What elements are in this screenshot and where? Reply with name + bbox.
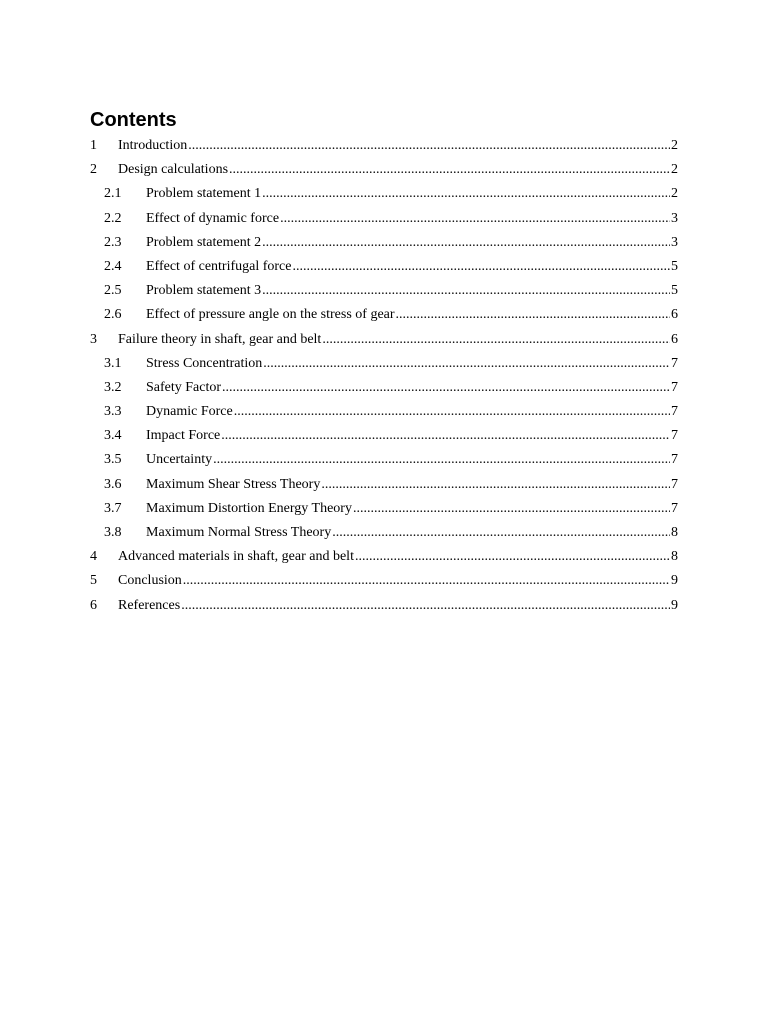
toc-entry-number: 2.4 xyxy=(104,258,122,274)
toc-entry-title[interactable]: Safety Factor xyxy=(146,379,222,395)
toc-entry-title[interactable]: Problem statement 1 xyxy=(146,186,262,202)
toc-entry-page-number: 6 xyxy=(671,307,678,323)
toc-entry[interactable] xyxy=(90,545,678,569)
toc-entry-number: 3.3 xyxy=(104,404,122,420)
toc-dot-leader xyxy=(222,376,670,400)
toc-entry[interactable] xyxy=(90,569,678,593)
toc-entry[interactable] xyxy=(90,448,678,472)
toc-dot-leader xyxy=(263,352,670,376)
toc-entry-title[interactable]: Design calculations xyxy=(118,162,229,178)
toc-entry-page-number: 8 xyxy=(671,549,678,565)
toc-dot-leader xyxy=(221,424,670,448)
toc-entry[interactable] xyxy=(90,279,678,303)
toc-entry[interactable] xyxy=(90,376,678,400)
toc-dot-leader xyxy=(181,594,670,618)
toc-entry-number: 5 xyxy=(90,573,97,589)
toc-dot-leader xyxy=(322,328,670,352)
toc-entry[interactable] xyxy=(90,231,678,255)
toc-entry-number: 3.7 xyxy=(104,500,122,516)
toc-entry-page-number: 7 xyxy=(671,355,678,371)
toc-entry-number: 3 xyxy=(90,331,97,347)
toc-dot-leader xyxy=(213,448,670,472)
toc-dot-leader xyxy=(188,134,670,158)
toc-entry-title[interactable]: Maximum Normal Stress Theory xyxy=(146,525,332,540)
toc-entry-title[interactable]: Effect of centrifugal force xyxy=(146,258,292,274)
toc-dot-leader xyxy=(229,158,670,182)
toc-entry[interactable] xyxy=(90,473,678,497)
toc-entry-title[interactable]: Problem statement 2 xyxy=(146,234,262,250)
toc-entry-number: 3.5 xyxy=(104,452,122,468)
toc-entry-number: 6 xyxy=(90,597,97,613)
toc-entry-page-number: 2 xyxy=(671,186,678,202)
toc-entry-number: 3.6 xyxy=(104,476,122,492)
toc-dot-leader xyxy=(332,521,670,545)
toc-dot-leader xyxy=(321,473,670,497)
toc-entry-title[interactable]: Advanced materials in shaft, gear and belt xyxy=(118,549,354,565)
toc-entry-title[interactable]: Maximum Shear Stress Theory xyxy=(146,476,321,492)
toc-entry-page-number: 3 xyxy=(671,210,678,226)
toc-entry[interactable] xyxy=(90,182,678,206)
toc-entry[interactable] xyxy=(90,207,678,231)
toc-dot-leader xyxy=(234,400,670,424)
toc-entry-page-number: 7 xyxy=(671,404,678,420)
toc-entry-page-number: 3 xyxy=(671,234,678,250)
toc-entry-number: 2.5 xyxy=(104,283,122,299)
toc-entry[interactable] xyxy=(90,497,678,521)
toc-entry-number: 2.6 xyxy=(104,307,122,323)
toc-entry[interactable] xyxy=(90,303,678,327)
toc-entry-title[interactable]: Stress Concentration xyxy=(146,355,263,371)
toc-entry-page-number: 9 xyxy=(671,573,678,589)
toc-entry-page-number: 7 xyxy=(671,428,678,444)
toc-entry-title[interactable]: Problem statement 3 xyxy=(146,283,262,299)
toc-entry-title[interactable]: Impact Force xyxy=(146,428,221,444)
toc-dot-leader xyxy=(183,569,670,593)
toc-entry-number: 3.2 xyxy=(104,379,122,395)
toc-entry[interactable] xyxy=(90,158,678,182)
toc-entry-title[interactable]: Maximum Distortion Energy Theory xyxy=(146,500,352,516)
toc-entry-title[interactable]: Dynamic Force xyxy=(146,404,233,420)
toc-entry-number: 2.1 xyxy=(104,186,122,202)
toc-dot-leader xyxy=(293,255,671,279)
toc-dot-leader xyxy=(353,497,670,521)
toc-entry-number: 3.4 xyxy=(104,428,122,444)
toc-entry-title[interactable]: Effect of dynamic force xyxy=(146,210,280,226)
toc-entry-number: 4 xyxy=(90,549,97,565)
toc-entry-title[interactable]: Effect of pressure angle on the stress of gear xyxy=(146,307,395,323)
document-page xyxy=(90,106,678,618)
toc-dot-leader xyxy=(355,545,670,569)
toc-dot-leader xyxy=(262,182,670,206)
toc-entry-title[interactable]: Introduction xyxy=(118,138,188,153)
toc-entry-number: 2.3 xyxy=(104,234,122,250)
toc-entry-page-number: 7 xyxy=(671,476,678,492)
toc-entry-title[interactable]: Failure theory in shaft, gear and belt xyxy=(118,331,322,347)
toc-entry[interactable] xyxy=(90,134,678,158)
toc-entry-number: 3.1 xyxy=(104,355,122,371)
toc-entry-title[interactable]: References xyxy=(118,597,181,613)
toc-dot-leader xyxy=(262,231,670,255)
toc-entry-page-number: 9 xyxy=(671,597,678,613)
toc-entry[interactable] xyxy=(90,352,678,376)
toc-entry[interactable] xyxy=(90,521,678,545)
toc-entry[interactable] xyxy=(90,328,678,352)
toc-entry-number: 3.8 xyxy=(104,525,122,540)
toc-entry-page-number: 7 xyxy=(671,500,678,516)
toc-entry-page-number: 2 xyxy=(671,138,678,153)
toc-entry-title[interactable]: Conclusion xyxy=(118,573,182,589)
toc-entry-number: 2 xyxy=(90,162,97,178)
toc-entry-page-number: 7 xyxy=(671,452,678,468)
toc-entry[interactable] xyxy=(90,400,678,424)
toc-dot-leader xyxy=(396,303,670,327)
toc-entry-page-number: 5 xyxy=(671,258,678,274)
toc-heading: Contents xyxy=(90,109,177,131)
toc-entry-page-number: 5 xyxy=(671,283,678,299)
table-of-contents xyxy=(90,134,678,618)
toc-dot-leader xyxy=(280,207,670,231)
toc-entry-page-number: 7 xyxy=(671,379,678,395)
toc-entry-number: 2.2 xyxy=(104,210,122,226)
toc-entry[interactable] xyxy=(90,594,678,618)
toc-entry[interactable] xyxy=(90,255,678,279)
toc-entry-number: 1 xyxy=(90,138,97,153)
toc-entry-page-number: 6 xyxy=(671,331,678,347)
toc-entry[interactable] xyxy=(90,424,678,448)
toc-dot-leader xyxy=(262,279,670,303)
toc-entry-page-number: 8 xyxy=(671,525,678,540)
toc-entry-page-number: 2 xyxy=(671,162,678,178)
toc-entry-title[interactable]: Uncertainty xyxy=(146,452,213,468)
